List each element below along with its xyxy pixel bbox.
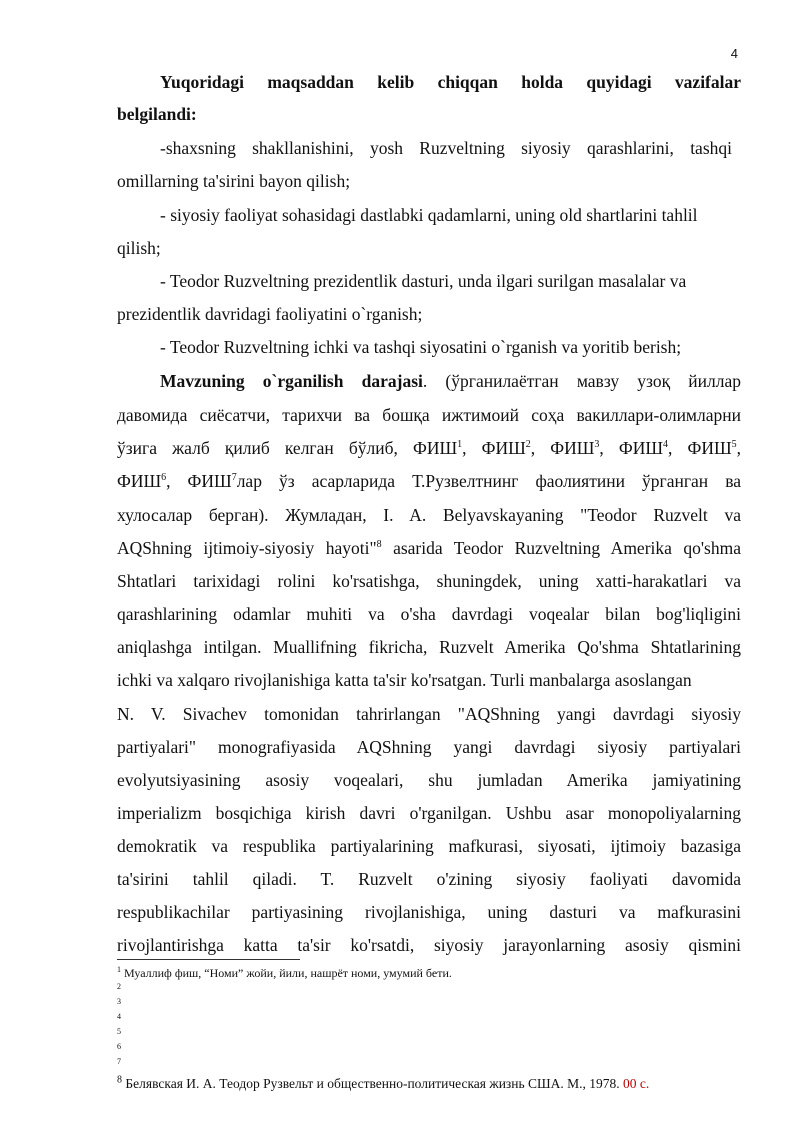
heading-word: Yuqoridagi [160,72,244,92]
study-line-6 [117,537,741,559]
footnote-5-number: 5 [117,1027,121,1036]
footnote-ref: 6 [161,472,167,484]
footnote-7-number: 7 [117,1057,121,1066]
study-text: лар ўз асарларида Т.Рузвелтнинг фаолиятини ўрганган ва [236,471,741,491]
heading-word: quyidagi [586,72,652,92]
study-line-10: ichki va xalqaro rivojlanishiga katta ta'sir ko'rsatgan. Turli manbalarga asoslangan [117,670,692,690]
footnote-ref: 5 [731,439,737,451]
footnote-3-number: 3 [117,997,121,1006]
heading-word: holda [521,72,564,92]
study-line-4 [117,470,741,492]
fish: ФИШ [481,438,526,458]
study-line-14: imperializm bosqichiga kirish davri o'rganilgan. Ushbu asar monopoliyalarning [117,803,741,823]
study-bold-lead: Mavzuning o`rganilish darajasi [160,371,423,391]
fish: ФИШ [550,438,595,458]
task-4-line-1: - Teodor Ruzveltning ichki va tashqi siyosatini o`rganish va yoritib berish; [160,337,682,357]
footnote-ref: 4 [663,439,668,451]
page-number: 4 [730,46,738,61]
study-line-15: demokratik va respublika partiyalarining mafkurasi, siyosati, ijtimoiy bazasiga [117,836,741,856]
task-2-line-2: qilish; [117,238,161,258]
heading-word: maqsaddan [267,72,354,92]
study-line-7: Shtatlari tarixidagi rolini ko'rsatishga, shuningdek, uning xatti-harakatlari va [117,571,741,591]
study-line-18: rivojlantirishga katta ta'sir ko'rsatdi, siyosiy jarayonlarning asosiy qismini [117,935,741,955]
task-1-line-2: omillarning ta'sirini bayon qilish; [117,171,351,191]
heading-word: kelib [377,72,415,92]
fish: ФИШ [618,438,663,458]
footnote-ref: 3 [594,439,600,451]
study-line-2: давомида сиёсатчи, тарихчи ва бошқа ижтимоий соҳа вакиллари-олимларни [117,405,741,425]
study-text: AQShning ijtimoiy-siyosiy hayoti" [117,538,377,558]
footnote-text: Белявская И. А. Теодор Рузвельт и общественно-политическая жизнь США. М., 1978. [122,1076,624,1091]
heading-line-2: belgilandi: [117,104,197,124]
study-line-12: partiyalari" monografiyasida AQShning yangi davrdagi siyosiy partiyalari [117,737,741,757]
footnote-ref: 7 [231,472,237,484]
task-3-line-1: - Teodor Ruzveltning prezidentlik dasturi, unda ilgari surilgan masalalar va [160,271,687,291]
footnote-separator [117,959,300,960]
footnote-pages: 00 с. [623,1076,650,1091]
study-line-17: respublikachilar partiyasining rivojlanishiga, uning dasturi va mafkurasini [117,902,741,922]
study-line-1-rest: . (ўрганилаётган мавзу узоқ йиллар [422,371,741,391]
study-text: ўзига жалб қилиб келган бўлиб, ФИШ [117,438,458,458]
footnote-8 [117,1076,649,1092]
footnote-ref: 8 [376,539,382,551]
heading-word: chiqqan [437,72,498,92]
heading-word: vazifalar [674,72,742,92]
footnote-number: 8 [117,1074,122,1086]
study-line-5: хулосалар берган). Жумладан, I. A. Belyavskayaning "Teodor Ruzvelt va [117,505,741,525]
footnote-2-number: 2 [117,982,121,991]
task-3-line-2: prezidentlik davridagi faoliyatini o`rganish; [117,304,423,324]
footnote-text: Муаллиф фиш, “Номи” жойи, йили, нашрёт номи, умумий бети. [121,966,452,980]
footnote-ref: 2 [525,439,531,451]
study-line-16: ta'sirini tahlil qiladi. T. Ruzvelt o'zining siyosiy faoliyati davomida [117,869,741,889]
study-line-3: ўзига жалб қилиб келган бўлиб, ФИШ$^1$, ФИШ$^2$, ФИШ$^3$, ФИШ$^4$, ФИШ$^5$, [117,438,741,458]
study-line-13: evolyutsiyasining asosiy voqealari, shu jumladan Amerika jamiyatining [117,770,741,790]
footnote-number: 1 [117,965,121,974]
footnote-ref: 1 [457,439,463,451]
task-1-line-1: -shaxsning shakllanishini, yosh Ruzveltning siyosiy qarashlarini, tashqi [160,138,732,158]
study-line-1 [160,370,741,392]
footnote-6-number: 6 [117,1042,121,1051]
fish: ФИШ [117,471,162,491]
footnote-1 [117,966,452,980]
study-text: , ФИШ [166,471,232,491]
heading-line-1 [160,71,741,93]
study-line-11: N. V. Sivachev tomonidan tahrirlangan "AQShning yangi davrdagi siyosiy [117,704,741,724]
footnote-4-number: 4 [117,1012,121,1021]
fish: ФИШ [687,438,732,458]
study-line-8: qarashlarining odamlar muhiti va o'sha davrdagi voqealar bilan bog'liqligini [117,604,741,624]
study-line-9: aniqlashga intilgan. Muallifning fikricha, Ruzvelt Amerika Qo'shma Shtatlarining [117,637,741,657]
task-2-line-1: - siyosiy faoliyat sohasidagi dastlabki qadamlarni, uning old shartlarini tahlil [160,205,698,225]
study-text: asarida Teodor Ruzveltning Amerika qo'shma [381,538,741,558]
